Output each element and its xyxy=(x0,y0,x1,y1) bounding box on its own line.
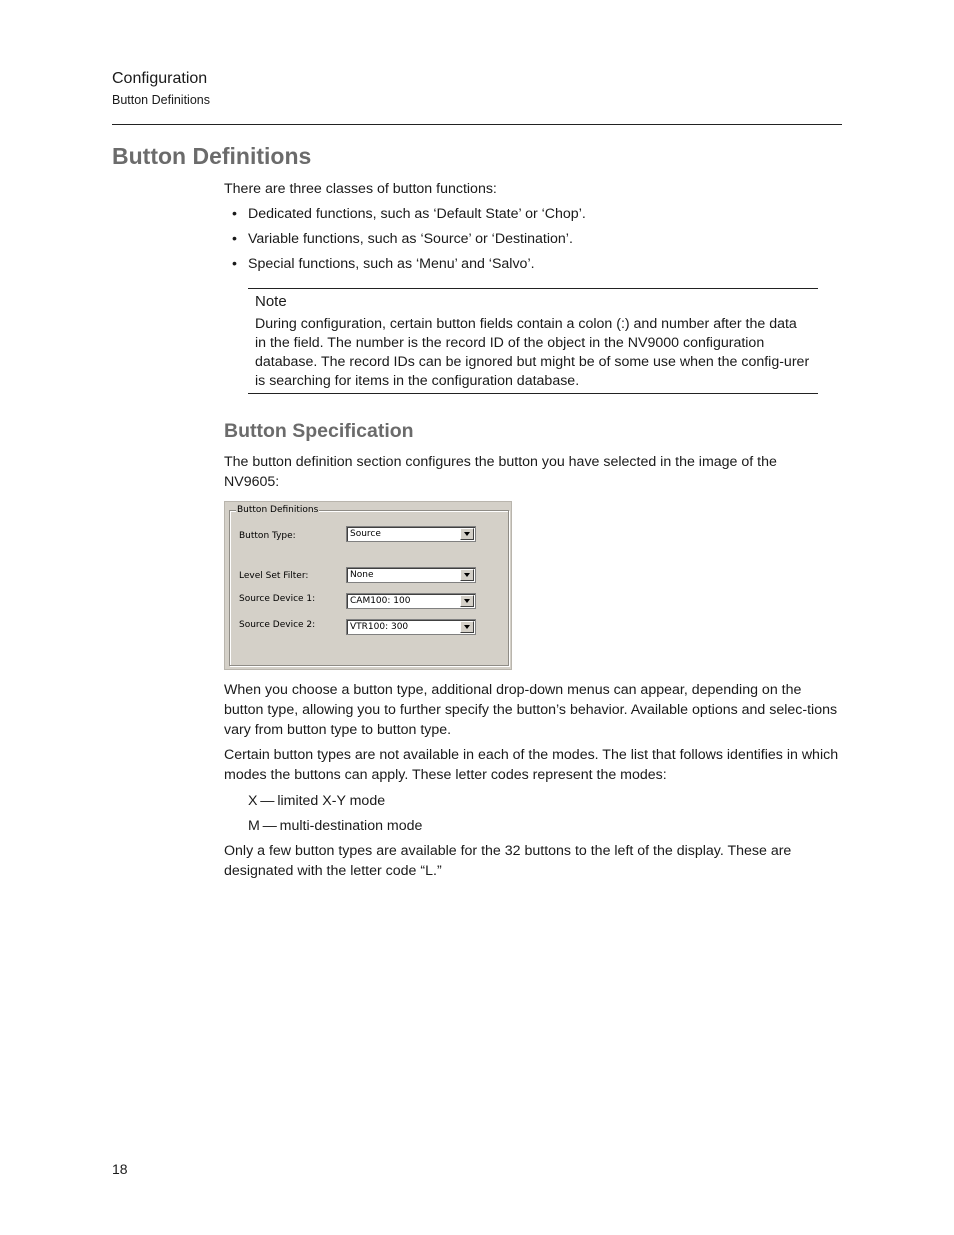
button-type-paragraph: When you choose a button type, additional drop-down menus can appear, depending on the button type, allowing you to further specify the button’s behavior. Available options and selec-tions vary from button type to button type. xyxy=(224,682,838,738)
chevron-down-icon[interactable] xyxy=(460,569,474,581)
function-class-list xyxy=(232,204,586,279)
source-device-2-label: Source Device 2: xyxy=(239,620,316,630)
mode-code-m: M — multi-destination mode xyxy=(248,818,423,834)
note-title: Note xyxy=(255,293,287,310)
section-heading: Button Specification xyxy=(224,420,414,442)
letter-code-paragraph: Only a few button types are available for the 32 buttons to the left of the display. These are designated with the letter code “L.” xyxy=(224,843,792,879)
intro-paragraph: There are three classes of button functions: xyxy=(224,181,497,197)
chevron-down-icon[interactable] xyxy=(460,528,474,540)
level-set-filter-label: Level Set Filter: xyxy=(239,571,309,581)
list-item: • Variable functions, such as ‘Source’ or ‘Destination’. xyxy=(232,231,573,247)
button-definitions-group xyxy=(229,505,509,666)
level-set-filter-select[interactable] xyxy=(346,567,476,583)
mode-code-x: X — limited X-Y mode xyxy=(248,793,386,809)
note-box xyxy=(248,288,818,394)
page-title: Button Definitions xyxy=(112,143,312,169)
running-header-section: Configuration xyxy=(112,70,208,87)
button-type-label: Button Type: xyxy=(239,531,296,541)
spec-paragraph: The button definition section configures the button you have selected in the image of the NV9605: xyxy=(224,454,777,490)
chevron-down-icon[interactable] xyxy=(460,621,474,633)
button-definitions-screenshot xyxy=(224,501,512,670)
list-item: • Dedicated functions, such as ‘Default State’ or ‘Chop’. xyxy=(232,206,586,222)
note-body: During configuration, certain button fields contain a colon (:) and number after the data in the field. The number is the record ID of the object in the NV9000 configuration database. The record IDs can be ignored but might be of some use when the config-urer is searching for items in the configuration database. xyxy=(255,316,810,389)
button-type-select[interactable] xyxy=(346,526,476,542)
bullet-icon: • xyxy=(232,206,237,222)
source-device-2-select[interactable] xyxy=(346,619,476,635)
button-type-value: Source xyxy=(350,529,381,539)
source-device-2-value: VTR100: 300 xyxy=(350,622,409,632)
bullet-icon: • xyxy=(232,231,237,247)
header-rule xyxy=(112,124,842,125)
source-device-1-value: CAM100: 100 xyxy=(350,596,411,606)
bullet-icon: • xyxy=(232,256,237,272)
list-item: • Special functions, such as ‘Menu’ and ‘Salvo’. xyxy=(232,256,535,272)
source-device-1-select[interactable] xyxy=(346,593,476,609)
running-header-subsection: Button Definitions xyxy=(112,93,210,107)
level-set-filter-value: None xyxy=(350,570,374,580)
page-number: 18 xyxy=(112,1161,128,1177)
chevron-down-icon[interactable] xyxy=(460,595,474,607)
group-label: Button Definitions xyxy=(237,505,319,515)
modes-paragraph: Certain button types are not available in each of the modes. The list that follows identifies in which modes the buttons can apply. These letter codes represent the modes: xyxy=(224,747,839,783)
source-device-1-label: Source Device 1: xyxy=(239,594,316,604)
